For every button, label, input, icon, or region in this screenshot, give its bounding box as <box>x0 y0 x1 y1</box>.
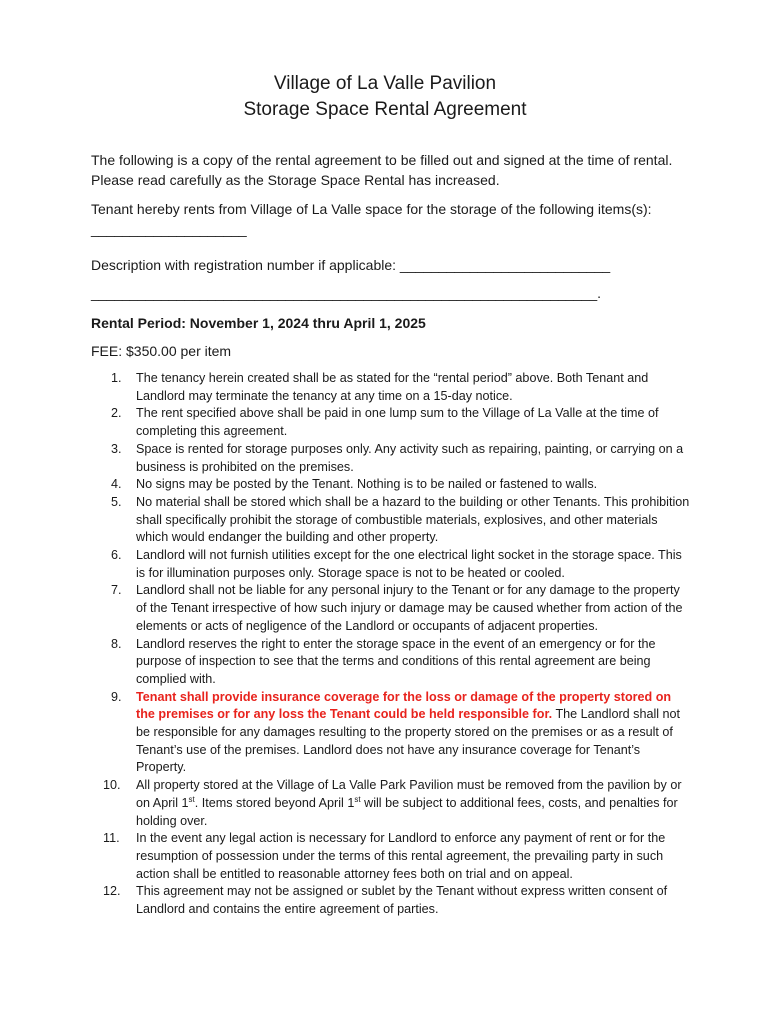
term-item <box>91 830 691 883</box>
term-item <box>91 636 691 689</box>
term-number: 2. <box>111 406 122 421</box>
term-text: No signs may be posted by the Tenant. Nothing is to be nailed or fastened to walls. <box>136 477 598 492</box>
insurance-warning: Tenant shall provide insurance coverage for the loss or damage of the property stored on the premises or for any loss the Tenant could be held responsible for. <box>136 689 672 722</box>
ordinal-suffix: st <box>354 794 361 804</box>
term-item <box>91 441 691 476</box>
title-line-1: Village of La Valle Pavilion <box>273 73 497 94</box>
fee-line: FEE: $350.00 per item <box>91 343 232 359</box>
ordinal-suffix: st <box>188 794 195 804</box>
description-blank-line: _________________________________________________________________. <box>91 285 601 301</box>
term-item <box>91 689 691 778</box>
term-item <box>91 370 691 405</box>
term-text: Space is rented for storage purposes only. Any activity such as repairing, painting, or carrying on a business is prohibited on the premises. <box>136 441 684 474</box>
term-item <box>91 777 691 830</box>
tenant-items-line: Tenant hereby rents from Village of La Valle space for the storage of the following items(s): ____________________ <box>91 201 652 237</box>
term-text: Landlord reserves the right to enter the storage space in the event of an emergency or for the purpose of inspection to see that the terms and conditions of this rental agreement are being complied with. <box>136 636 656 686</box>
term-text: In the event any legal action is necessary for Landlord to enforce any payment of rent or for the resumption of possession under the terms of this rental agreement, the prevailing party in such action shall be entitled to reasonable attorney fees both on trial and on appeal. <box>136 831 666 881</box>
term-text: Landlord will not furnish utilities except for the one electrical light socket in the storage space. This is for illumination purposes only. Storage space is not to be heated or cooled. <box>136 548 682 580</box>
term-text-part: All property stored at the Village of La Valle Park Pavilion must be removed from the pavilion by or on April 1 <box>136 778 682 810</box>
term-text-part: . Items stored beyond April 1 <box>194 795 355 810</box>
term-text: No material shall be stored which shall be a hazard to the building or other Tenants. This prohibition shall specifically prohibit the storage of combustible materials, explosives, and other materials which would endanger the building and other property. <box>136 494 690 545</box>
term-item <box>91 582 691 635</box>
term-number: 5. <box>111 494 122 509</box>
term-item <box>91 547 691 582</box>
term-item <box>91 405 691 440</box>
term-text: The rent specified above shall be paid in one lump sum to the Village of La Valle at the time of completing this agreement. <box>136 406 659 439</box>
term-number: 11. <box>103 831 120 846</box>
intro-paragraph: The following is a copy of the rental agreement to be filled out and signed at the time of rental. Please read carefully as the Storage Space Rental has increased. <box>91 152 673 188</box>
terms-list <box>91 370 691 919</box>
term-item <box>91 476 691 494</box>
term-number: 6. <box>111 548 122 563</box>
term-number: 10. <box>103 778 121 793</box>
term-number: 1. <box>111 371 122 385</box>
term-number: 3. <box>111 441 122 456</box>
term-item <box>91 883 691 918</box>
title-line-2: Storage Space Rental Agreement <box>243 99 527 120</box>
term-number: 8. <box>111 636 122 651</box>
title-block <box>0 71 770 123</box>
term-number: 7. <box>111 583 122 598</box>
term-number: 4. <box>111 477 122 492</box>
term-text: This agreement may not be assigned or sublet by the Tenant without express written consent of Landlord and contains the entire agreement of parties. <box>136 884 668 917</box>
term-number: 12. <box>103 884 121 899</box>
term-text: The Landlord shall not be responsible for any damages resulting to the property stored on the premises or as a result of Tenant’s use of the premises. Landlord does not have any insurance coverage for Tenant’s Property. <box>136 707 681 775</box>
term-item <box>91 494 691 547</box>
term-text: Landlord shall not be liable for any personal injury to the Tenant or for any damage to the property of the Tenant irrespective of how such injury or damage may be caused whether from action of the elements or acts of negligence of the Landlord or occupants of adjacent properties. <box>136 583 683 633</box>
term-number: 9. <box>111 689 122 704</box>
term-text: The tenancy herein created shall be as stated for the “rental period” above. Both Tenant and Landlord may terminate the tenancy at any time on a 15-day notice. <box>136 371 649 403</box>
term-text-part: will be subject to additional fees, costs, and penalties for holding over. <box>136 795 678 828</box>
rental-period: Rental Period: November 1, 2024 thru April 1, 2025 <box>91 315 426 331</box>
description-line: Description with registration number if applicable: ___________________________ <box>91 257 611 273</box>
